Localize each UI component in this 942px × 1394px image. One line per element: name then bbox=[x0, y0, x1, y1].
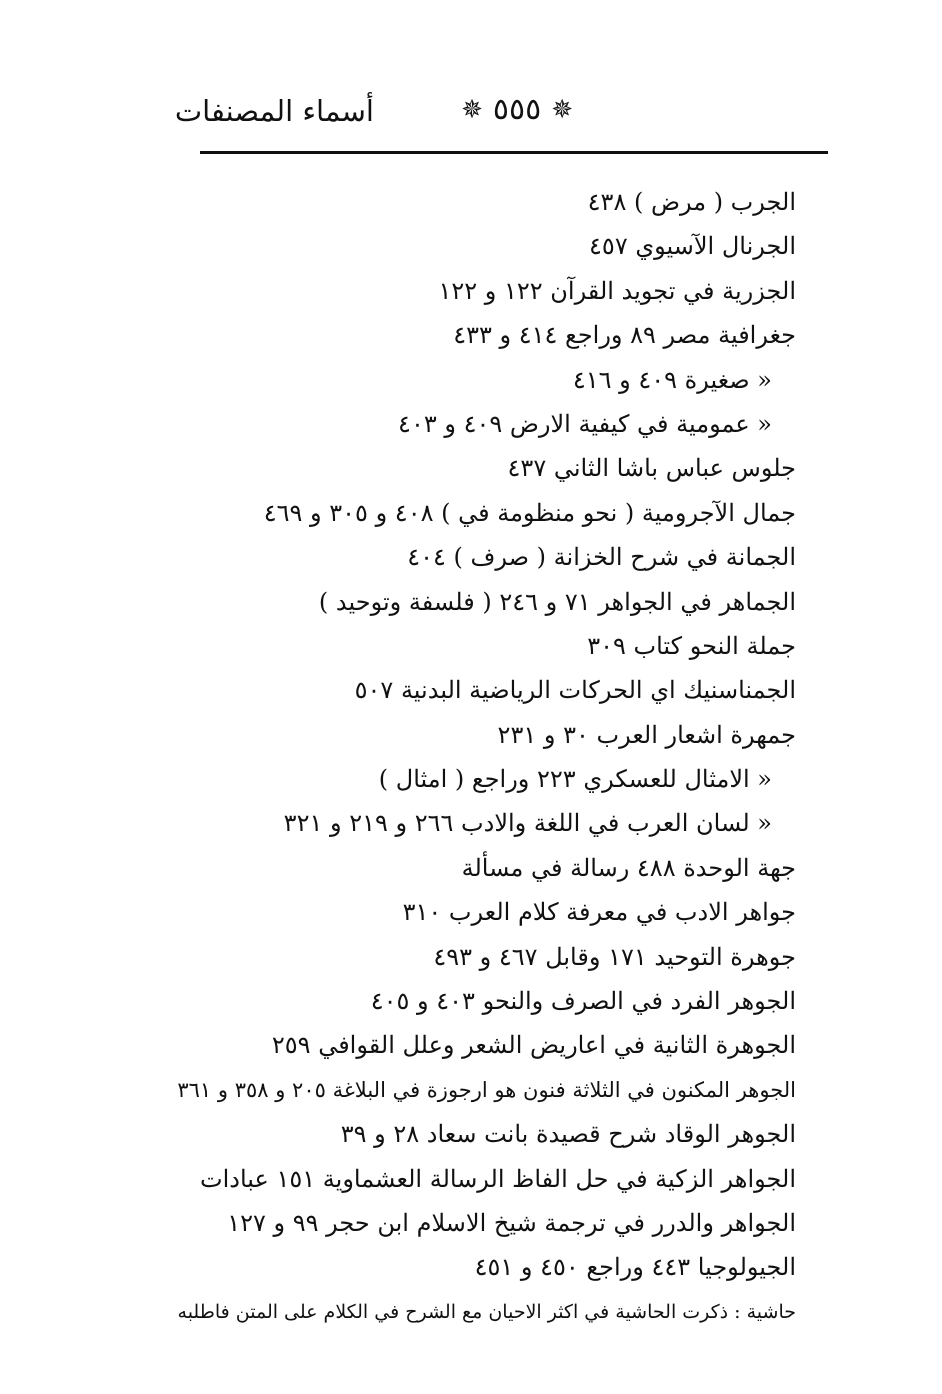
index-entry: الجزرية في تجويد القرآن ١٢٢ و ١٢٢ bbox=[438, 276, 796, 305]
index-entry: الجوهر المكنون في الثلاثة فنون هو ارجوزة في البلاغة ٢٠٥ و ٣٥٨ و ٣٦١ bbox=[177, 1077, 796, 1102]
ornament-star-icon: ✵ bbox=[551, 94, 573, 125]
index-entry: الجرنال الآسيوي ٤٥٧ bbox=[589, 232, 796, 261]
header-rule bbox=[200, 151, 828, 154]
index-entry: الجواهر الزكية في حل الفاظ الرسالة العشماوية ١٥١ عبادات bbox=[200, 1164, 796, 1193]
index-entry: الجوهر الوقاد شرح قصيدة بانت سعاد ٢٨ و ٣٩ bbox=[340, 1120, 796, 1149]
index-entry: جهة الوحدة ٤٨٨ رسالة في مسألة bbox=[461, 853, 796, 882]
index-entry: جلوس عباس باشا الثاني ٤٣٧ bbox=[507, 454, 796, 483]
index-entry: جغرافية مصر ٨٩ وراجع ٤١٤ و ٤٣٣ bbox=[453, 321, 796, 350]
page-header bbox=[174, 86, 828, 146]
ornament-star-icon: ✵ bbox=[461, 94, 483, 125]
index-subentry: « عمومية في كيفية الارض ٤٠٩ و ٤٠٣ bbox=[398, 409, 772, 438]
index-subentry: « لسان العرب في اللغة والادب ٢٦٦ و ٢١٩ و ٣٢١ bbox=[283, 809, 772, 838]
index-entry: الجمناسنيك اي الحركات الرياضية البدنية ٥٠٧ bbox=[354, 676, 796, 705]
index-entry-list bbox=[156, 180, 796, 1334]
page-number: ٥٥٥ bbox=[492, 92, 542, 127]
index-entry: الجيولوجيا ٤٤٣ وراجع ٤٥٠ و ٤٥١ bbox=[474, 1253, 796, 1282]
index-entry: جواهر الادب في معرفة كلام العرب ٣١٠ bbox=[402, 898, 796, 927]
running-title: أسماء المصنفات bbox=[174, 94, 374, 128]
footnote: حاشية : ذكرت الحاشية في اكثر الاحيان مع الشرح في الكلام على المتن فاطلبه bbox=[177, 1300, 796, 1323]
index-entry: الجرب ( مرض ) ٤٣٨ bbox=[587, 188, 796, 216]
index-entry: الجوهرة الثانية في اعاريض الشعر وعلل القوافي ٢٥٩ bbox=[271, 1031, 796, 1060]
index-subentry: « صغيرة ٤٠٩ و ٤١٦ bbox=[572, 365, 772, 394]
index-entry: جمال الآجرومية ( نحو منظومة في ) ٤٠٨ و ٣٠٥ و ٤٦٩ bbox=[263, 498, 796, 527]
index-entry: الجواهر والدرر في ترجمة شيخ الاسلام ابن حجر ٩٩ و ١٢٧ bbox=[227, 1208, 796, 1237]
index-entry: الجماهر في الجواهر ٧١ و ٢٤٦ ( فلسفة وتوحيد ) bbox=[318, 587, 796, 616]
page-number-group bbox=[461, 92, 573, 127]
index-entry: جوهرة التوحيد ١٧١ وقابل ٤٦٧ و ٤٩٣ bbox=[433, 942, 796, 971]
index-entry: جمهرة اشعار العرب ٣٠ و ٢٣١ bbox=[497, 720, 796, 749]
index-entry: الجوهر الفرد في الصرف والنحو ٤٠٣ و ٤٠٥ bbox=[370, 987, 796, 1016]
index-subentry: « الامثال للعسكري ٢٢٣ وراجع ( امثال ) bbox=[378, 765, 772, 794]
index-entry: جملة النحو كتاب ٣٠٩ bbox=[587, 631, 796, 660]
index-entry: الجمانة في شرح الخزانة ( صرف ) ٤٠٤ bbox=[407, 543, 796, 572]
